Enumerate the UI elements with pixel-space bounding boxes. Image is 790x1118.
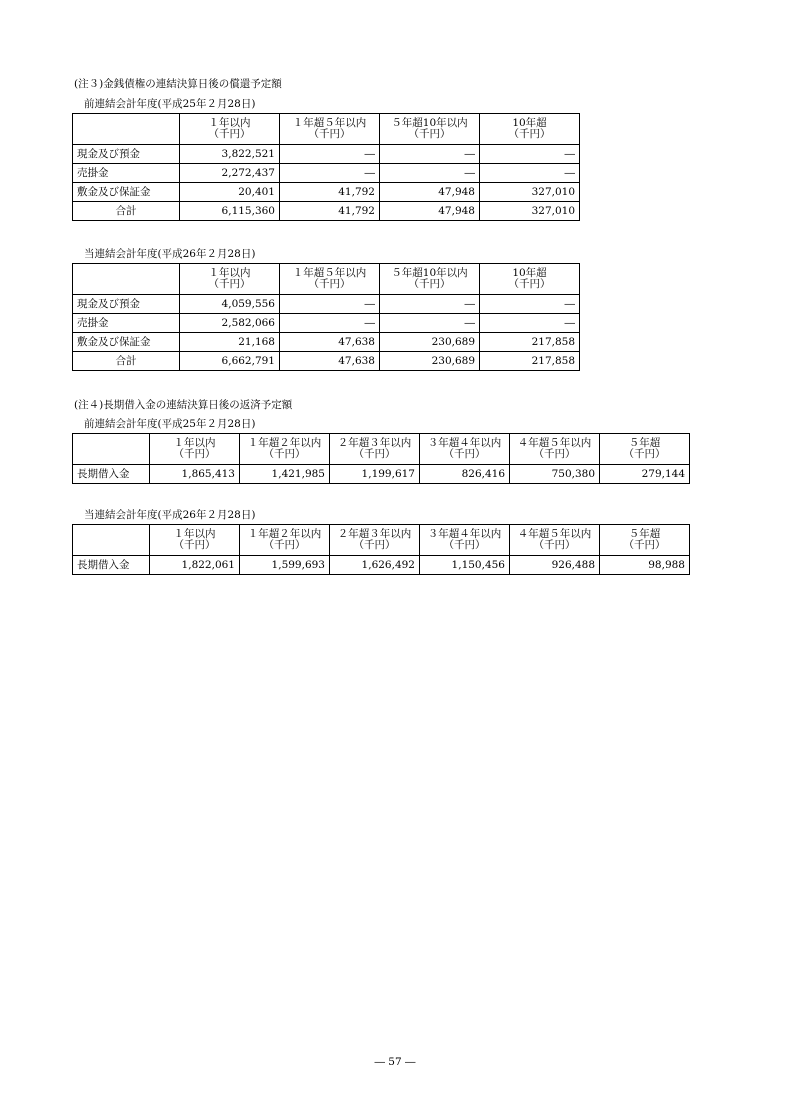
header-cell: ４年超５年以内 （千円） [510, 434, 600, 465]
header-cell: ５年超 （千円） [600, 525, 690, 556]
value-cell: 1,626,492 [330, 556, 420, 575]
value-cell: 3,822,521 [180, 145, 280, 164]
header-blank-cell [73, 434, 150, 465]
table-row [73, 333, 580, 352]
value-cell: 98,988 [600, 556, 690, 575]
note3-prior-table [72, 113, 580, 221]
value-cell: 47,948 [380, 183, 480, 202]
value-cell: 327,010 [480, 202, 580, 221]
value-cell: 1,421,985 [240, 465, 330, 484]
header-cell: ５年超 （千円） [600, 434, 690, 465]
value-cell: ― [380, 295, 480, 314]
header-cell: １年超２年以内 （千円） [240, 525, 330, 556]
header-cell: １年以内 （千円） [150, 525, 240, 556]
total-row [73, 352, 580, 371]
table-header-row [73, 114, 580, 145]
value-cell: 4,059,556 [180, 295, 280, 314]
header-cell: ４年超５年以内 （千円） [510, 525, 600, 556]
table-row [73, 164, 580, 183]
header-cell: 10年超 （千円） [480, 114, 580, 145]
row-label: 敷金及び保証金 [73, 333, 180, 352]
table-header-row [73, 434, 690, 465]
header-cell: １年超２年以内 （千円） [240, 434, 330, 465]
value-cell: ― [280, 295, 380, 314]
value-cell: 2,272,437 [180, 164, 280, 183]
value-cell: 21,168 [180, 333, 280, 352]
value-cell: 750,380 [510, 465, 600, 484]
row-label: 長期借入金 [73, 465, 150, 484]
note4-prior-table [72, 433, 690, 484]
note3-current-table [72, 263, 580, 371]
note3-current-subtitle: 当連結会計年度(平成26年２月28日) [84, 248, 256, 260]
table-row [73, 314, 580, 333]
header-cell: ５年超10年以内 （千円） [380, 264, 480, 295]
table-header-row [73, 525, 690, 556]
value-cell: 217,858 [480, 352, 580, 371]
value-cell: 6,662,791 [180, 352, 280, 371]
value-cell: ― [480, 164, 580, 183]
header-cell: １年以内 （千円） [150, 434, 240, 465]
value-cell: 217,858 [480, 333, 580, 352]
note4-current-subtitle: 当連結会計年度(平成26年２月28日) [84, 509, 256, 521]
value-cell: 2,582,066 [180, 314, 280, 333]
header-blank-cell [73, 264, 180, 295]
value-cell: 41,792 [280, 183, 380, 202]
value-cell: 1,599,693 [240, 556, 330, 575]
row-label: 合計 [73, 352, 180, 371]
value-cell: 6,115,360 [180, 202, 280, 221]
value-cell: ― [280, 145, 380, 164]
note4-current-table [72, 524, 690, 575]
value-cell: 1,199,617 [330, 465, 420, 484]
row-label: 敷金及び保証金 [73, 183, 180, 202]
header-cell: ５年超10年以内 （千円） [380, 114, 480, 145]
header-cell: １年以内 （千円） [180, 114, 280, 145]
value-cell: 230,689 [380, 333, 480, 352]
table-row [73, 145, 580, 164]
row-label: 合計 [73, 202, 180, 221]
header-cell: １年超５年以内 （千円） [280, 264, 380, 295]
header-cell: ３年超４年以内 （千円） [420, 525, 510, 556]
header-cell: ２年超３年以内 （千円） [330, 434, 420, 465]
header-cell: ２年超３年以内 （千円） [330, 525, 420, 556]
header-cell: ３年超４年以内 （千円） [420, 434, 510, 465]
value-cell: ― [380, 145, 480, 164]
value-cell: 279,144 [600, 465, 690, 484]
row-label: 長期借入金 [73, 556, 150, 575]
value-cell: ― [480, 145, 580, 164]
note4-prior-subtitle: 前連結会計年度(平成25年２月28日) [84, 418, 256, 430]
value-cell: 20,401 [180, 183, 280, 202]
header-cell: 10年超 （千円） [480, 264, 580, 295]
value-cell: ― [280, 314, 380, 333]
value-cell: ― [480, 314, 580, 333]
value-cell: 230,689 [380, 352, 480, 371]
value-cell: 47,638 [280, 333, 380, 352]
table-row [73, 183, 580, 202]
value-cell: 47,948 [380, 202, 480, 221]
value-cell: 41,792 [280, 202, 380, 221]
header-cell: １年以内 （千円） [180, 264, 280, 295]
value-cell: 327,010 [480, 183, 580, 202]
value-cell: 926,488 [510, 556, 600, 575]
row-label: 現金及び預金 [73, 145, 180, 164]
total-row [73, 202, 580, 221]
header-cell: １年超５年以内 （千円） [280, 114, 380, 145]
value-cell: 1,150,456 [420, 556, 510, 575]
note3-prior-subtitle: 前連結会計年度(平成25年２月28日) [84, 98, 256, 110]
row-label: 現金及び預金 [73, 295, 180, 314]
value-cell: ― [480, 295, 580, 314]
value-cell: ― [380, 164, 480, 183]
header-blank-cell [73, 525, 150, 556]
table-row [73, 295, 580, 314]
value-cell: 826,416 [420, 465, 510, 484]
value-cell: 1,865,413 [150, 465, 240, 484]
header-blank-cell [73, 114, 180, 145]
table-header-row [73, 264, 580, 295]
value-cell: 1,822,061 [150, 556, 240, 575]
row-label: 売掛金 [73, 164, 180, 183]
row-label: 売掛金 [73, 314, 180, 333]
value-cell: 47,638 [280, 352, 380, 371]
value-cell: ― [380, 314, 480, 333]
note4-title: (注４)長期借入金の連結決算日後の返済予定額 [74, 399, 293, 411]
note3-title: (注３)金銭債権の連結決算日後の償還予定額 [74, 78, 282, 90]
table-row [73, 465, 690, 484]
table-row [73, 556, 690, 575]
value-cell: ― [280, 164, 380, 183]
page-number: ― 57 ― [374, 1056, 416, 1068]
